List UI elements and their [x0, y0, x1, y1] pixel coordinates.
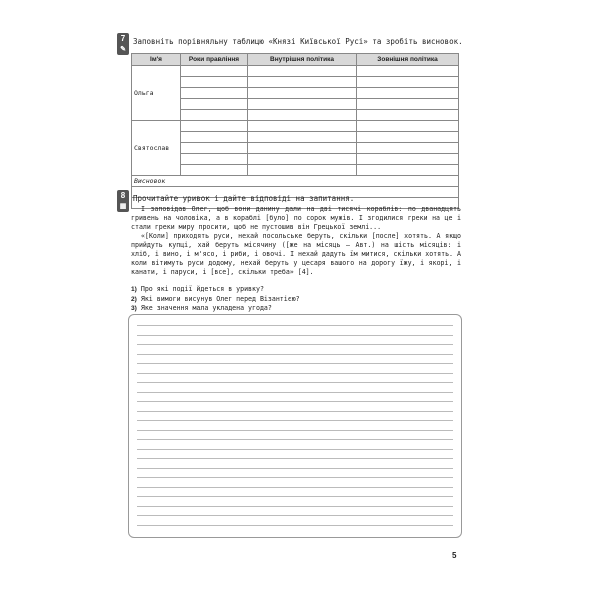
- table-cell[interactable]: [357, 121, 459, 132]
- writing-line: [137, 363, 453, 364]
- source-passage: [131, 205, 461, 277]
- table-cell[interactable]: [181, 154, 248, 165]
- question-item: [131, 295, 300, 305]
- table-row: [132, 110, 459, 121]
- writing-line: [137, 458, 453, 459]
- table-cell[interactable]: [248, 165, 357, 176]
- table-row: [132, 99, 459, 110]
- table-cell[interactable]: [357, 110, 459, 121]
- table-cell[interactable]: [248, 77, 357, 88]
- writing-line: [137, 496, 453, 497]
- writing-line: [137, 430, 453, 431]
- question-text: Яке значення мала укладена угода?: [140, 304, 272, 312]
- task-number: 8: [120, 191, 126, 200]
- writing-line: [137, 525, 453, 526]
- table-cell[interactable]: [248, 132, 357, 143]
- table-cell[interactable]: [248, 99, 357, 110]
- ruler-name: Святослав: [132, 121, 181, 176]
- task-number-badge: [117, 190, 129, 212]
- table-cell[interactable]: [181, 110, 248, 121]
- table-row: [132, 165, 459, 176]
- table-cell[interactable]: [181, 99, 248, 110]
- writing-line: [137, 325, 453, 326]
- question-item: [131, 304, 300, 314]
- writing-line: [137, 506, 453, 507]
- table-cell[interactable]: [357, 88, 459, 99]
- task-instruction: Заповніть порівняльну таблицю «Князі Київської Русі» та зробіть висновок.: [133, 37, 463, 46]
- column-header: Роки правління: [181, 54, 248, 66]
- table-row: [132, 143, 459, 154]
- comparison-table: [131, 53, 459, 209]
- table-row: [132, 121, 459, 132]
- conclusion-row: [132, 176, 459, 187]
- passage-paragraph: «[Коли] приходять руси, нехай посольське беруть, скільки [после] хотять. А якщо прийдуть купці, хай беруть місячину ([же на місяць — Авт.) на шість місяців: і хліб, і вино, і м'ясо, і риби, і овочі. І нехай дадуть їм митися, скільки хотять. А коли вітимуть руси додому, нехай беруть у цесаря вашого на дорогу їжу, і якорі, і канати, і паруси, і [все], скільки треба» [4].: [131, 232, 461, 276]
- table-cell[interactable]: [181, 77, 248, 88]
- column-header: Зовнішня політика: [357, 54, 459, 66]
- table-cell[interactable]: [357, 143, 459, 154]
- writing-line: [137, 392, 453, 393]
- table-header-row: [132, 54, 459, 66]
- passage-paragraph: І заповідав Олег, щоб вони данину дали на дві тисячі кораблів: по дванадцять гривень на чоловіка, а в кораблі [було] по сорок мужів. І згодилися греки на це і стали греки миру просити, щоб не пустошив він Грецької землі...: [131, 205, 461, 231]
- writing-line: [137, 468, 453, 469]
- table-cell[interactable]: [181, 88, 248, 99]
- table-cell[interactable]: [357, 165, 459, 176]
- writing-line: [137, 401, 453, 402]
- writing-line: [137, 354, 453, 355]
- table-row: [132, 132, 459, 143]
- writing-line: [137, 487, 453, 488]
- table-cell[interactable]: [357, 66, 459, 77]
- table-cell[interactable]: [248, 66, 357, 77]
- table-row: [132, 154, 459, 165]
- answer-box[interactable]: [128, 314, 462, 538]
- table-cell[interactable]: [357, 154, 459, 165]
- question-item: [131, 285, 300, 295]
- question-text: Про які події йдеться в уривку?: [140, 285, 264, 293]
- writing-line: [137, 515, 453, 516]
- writing-line: [137, 344, 453, 345]
- task-number: 7: [120, 34, 126, 43]
- question-text: Які вимоги висунув Олег перед Візантією?: [140, 294, 300, 303]
- table-cell[interactable]: [248, 88, 357, 99]
- ruler-name: Ольга: [132, 66, 181, 121]
- table-cell[interactable]: [248, 154, 357, 165]
- pencil-icon: ✎: [120, 46, 126, 53]
- writing-line: [137, 439, 453, 440]
- table-row: [132, 88, 459, 99]
- writing-line: [137, 420, 453, 421]
- table-cell[interactable]: [181, 132, 248, 143]
- question-list: [131, 285, 300, 314]
- table-cell[interactable]: [248, 143, 357, 154]
- document-grid-icon: ▦: [119, 203, 127, 210]
- writing-line: [137, 382, 453, 383]
- table-cell[interactable]: [181, 121, 248, 132]
- column-header: Ім'я: [132, 54, 181, 66]
- table-cell[interactable]: [181, 66, 248, 77]
- writing-line: [137, 411, 453, 412]
- writing-line: [137, 449, 453, 450]
- question-number: 3): [131, 305, 137, 312]
- writing-line: [137, 477, 453, 478]
- conclusion-label: Висновок: [132, 176, 459, 187]
- table-cell[interactable]: [181, 165, 248, 176]
- column-header: Внутрішня політика: [248, 54, 357, 66]
- writing-line: [137, 335, 453, 336]
- task-instruction: Прочитайте уривок і дайте відповіді на запитання.: [133, 194, 355, 203]
- table-cell[interactable]: [357, 99, 459, 110]
- table-row: [132, 66, 459, 77]
- question-number: 2): [131, 295, 137, 303]
- table-cell[interactable]: [248, 121, 357, 132]
- table-row: [132, 77, 459, 88]
- question-number: 1): [131, 286, 137, 293]
- table-cell[interactable]: [248, 110, 357, 121]
- task-number-badge: [117, 33, 129, 55]
- table-cell[interactable]: [181, 143, 248, 154]
- table-cell[interactable]: [357, 77, 459, 88]
- writing-line: [137, 373, 453, 374]
- table-cell[interactable]: [357, 132, 459, 143]
- page-number: 5: [452, 551, 457, 560]
